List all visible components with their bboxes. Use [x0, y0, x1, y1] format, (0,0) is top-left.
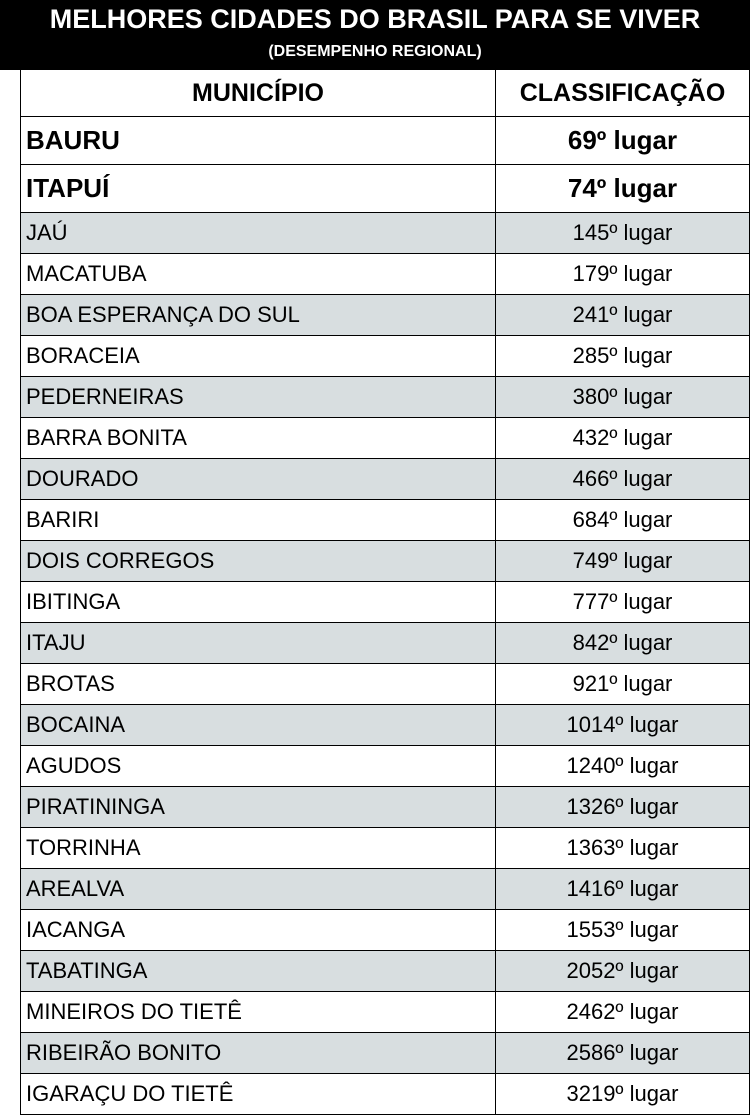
table-row	[21, 254, 750, 295]
municipio-cell: BARIRI	[21, 500, 496, 541]
classificacao-cell: 842º lugar	[496, 623, 750, 664]
classificacao-cell: 1416º lugar	[496, 869, 750, 910]
title-band	[0, 0, 750, 70]
column-header-classificacao: CLASSIFICAÇÃO	[496, 70, 750, 117]
municipio-cell: BOCAINA	[21, 705, 496, 746]
municipio-cell: TABATINGA	[21, 951, 496, 992]
classificacao-cell: 179º lugar	[496, 254, 750, 295]
municipio-cell: JAÚ	[21, 213, 496, 254]
table-row	[21, 541, 750, 582]
classificacao-cell: 1363º lugar	[496, 828, 750, 869]
table-row	[21, 869, 750, 910]
municipio-cell: BORACEIA	[21, 336, 496, 377]
table-row	[21, 787, 750, 828]
table-row	[21, 1074, 750, 1115]
municipio-cell: PIRATININGA	[21, 787, 496, 828]
table-row	[21, 500, 750, 541]
table-row	[21, 951, 750, 992]
table-row	[21, 623, 750, 664]
table-row	[21, 336, 750, 377]
table-row	[21, 705, 750, 746]
table-body	[21, 117, 750, 1115]
municipio-cell: DOURADO	[21, 459, 496, 500]
municipio-cell: AREALVA	[21, 869, 496, 910]
table-row	[21, 459, 750, 500]
classificacao-cell: 74º lugar	[496, 165, 750, 213]
municipio-cell: BARRA BONITA	[21, 418, 496, 459]
municipio-cell: ITAJU	[21, 623, 496, 664]
municipio-cell: IACANGA	[21, 910, 496, 951]
classificacao-cell: 432º lugar	[496, 418, 750, 459]
municipio-cell: ITAPUÍ	[21, 165, 496, 213]
classificacao-cell: 2052º lugar	[496, 951, 750, 992]
table-row	[21, 828, 750, 869]
table-row	[21, 992, 750, 1033]
classificacao-cell: 2462º lugar	[496, 992, 750, 1033]
table-row	[21, 295, 750, 336]
classificacao-cell: 1014º lugar	[496, 705, 750, 746]
table-row	[21, 582, 750, 623]
ranking-table	[20, 69, 750, 1115]
page-subtitle: (DESEMPENHO REGIONAL)	[268, 43, 482, 60]
page-title: MELHORES CIDADES DO BRASIL PARA SE VIVER	[49, 4, 701, 34]
municipio-cell: DOIS CORREGOS	[21, 541, 496, 582]
table-row	[21, 377, 750, 418]
municipio-cell: MINEIROS DO TIETÊ	[21, 992, 496, 1033]
classificacao-cell: 1240º lugar	[496, 746, 750, 787]
classificacao-cell: 3219º lugar	[496, 1074, 750, 1115]
municipio-cell: BOA ESPERANÇA DO SUL	[21, 295, 496, 336]
classificacao-cell: 285º lugar	[496, 336, 750, 377]
classificacao-cell: 241º lugar	[496, 295, 750, 336]
table-row	[21, 418, 750, 459]
table-row	[21, 117, 750, 165]
municipio-cell: AGUDOS	[21, 746, 496, 787]
classificacao-cell: 2586º lugar	[496, 1033, 750, 1074]
table-row	[21, 213, 750, 254]
classificacao-cell: 145º lugar	[496, 213, 750, 254]
table-header-row	[21, 70, 750, 117]
classificacao-cell: 921º lugar	[496, 664, 750, 705]
classificacao-cell: 69º lugar	[496, 117, 750, 165]
table-row	[21, 1033, 750, 1074]
column-header-municipio: MUNICÍPIO	[21, 70, 496, 117]
table-row	[21, 165, 750, 213]
municipio-cell: RIBEIRÃO BONITO	[21, 1033, 496, 1074]
classificacao-cell: 1553º lugar	[496, 910, 750, 951]
municipio-cell: PEDERNEIRAS	[21, 377, 496, 418]
municipio-cell: IGARAÇU DO TIETÊ	[21, 1074, 496, 1115]
municipio-cell: BAURU	[21, 117, 496, 165]
classificacao-cell: 466º lugar	[496, 459, 750, 500]
classificacao-cell: 380º lugar	[496, 377, 750, 418]
table-row	[21, 910, 750, 951]
classificacao-cell: 749º lugar	[496, 541, 750, 582]
classificacao-cell: 1326º lugar	[496, 787, 750, 828]
classificacao-cell: 777º lugar	[496, 582, 750, 623]
classificacao-cell: 684º lugar	[496, 500, 750, 541]
municipio-cell: BROTAS	[21, 664, 496, 705]
table-row	[21, 664, 750, 705]
municipio-cell: IBITINGA	[21, 582, 496, 623]
municipio-cell: TORRINHA	[21, 828, 496, 869]
table-row	[21, 746, 750, 787]
municipio-cell: MACATUBA	[21, 254, 496, 295]
